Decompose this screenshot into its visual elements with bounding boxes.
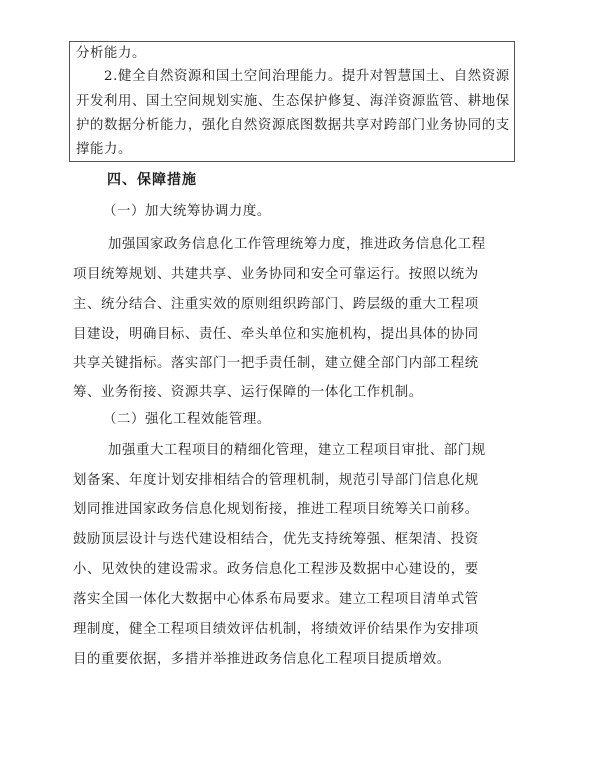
paragraph-line: 加强国家政务信息化工作管理统筹力度，推进政务信息化工程 (108, 237, 486, 252)
paragraph-line: 理制度，健全工程项目绩效评估机制，将绩效评价结果作为安排项 (73, 622, 479, 637)
subsection-title: （一）加大统筹协调力度。 (103, 204, 271, 219)
paragraph-line: 目建设，明确目标、责任、牵头单位和实施机构，提出具体的协同 (73, 327, 479, 342)
paragraph-line: 划备案、年度计划安排相结合的管理机制，规范引导部门信息化规 (73, 473, 479, 488)
paragraph-line: 筹、业务衔接、资源共享、运行保障的一体化工作机制。 (73, 385, 423, 400)
paragraph-line: 项目统筹规划、共建共享、业务协同和安全可靠运行。按照以统为 (73, 267, 479, 282)
subsection-title: （二）强化工程效能管理。 (103, 412, 271, 427)
box-line: 分析能力。 (76, 46, 146, 61)
paragraph-line: 落实全国一体化大数据中心体系布局要求。建立工程项目清单式管 (73, 592, 479, 607)
paragraph-line: 共享关键指标。落实部门一把手责任制，建立健全部门内部工程统 (73, 356, 479, 371)
section-heading: 四、保障措施 (107, 172, 197, 188)
box-line: 2.健全自然资源和国土空间治理能力。提升对智慧国土、自然资源 (104, 69, 510, 84)
paragraph-line: 划同推进国家政务信息化规划衔接，推进工程项目统筹关口前移。 (73, 502, 479, 517)
box-line: 开发利用、国土空间规划实施、生态保护修复、海洋资源监管、耕地保 (76, 94, 510, 109)
bordered-text-box (69, 41, 515, 162)
paragraph-line: 目的重要依据，多措并举推进政务信息化工程项目提质增效。 (73, 652, 451, 667)
paragraph-line: 主、统分结合、注重实效的原则组织跨部门、跨层级的重大工程项 (73, 297, 479, 312)
paragraph-line: 鼓励顶层设计与迭代建设相结合，优先支持统筹强、框架清、投资 (73, 532, 479, 547)
paragraph-line: 加强重大工程项目的精细化管理，建立工程项目审批、部门规 (108, 443, 486, 458)
box-line: 撑能力。 (76, 142, 132, 157)
box-line: 护的数据分析能力，强化自然资源底图数据共享对跨部门业务协同的支 (76, 118, 510, 133)
paragraph-line: 小、见效快的建设需求。政务信息化工程涉及数据中心建设的，要 (73, 562, 479, 577)
